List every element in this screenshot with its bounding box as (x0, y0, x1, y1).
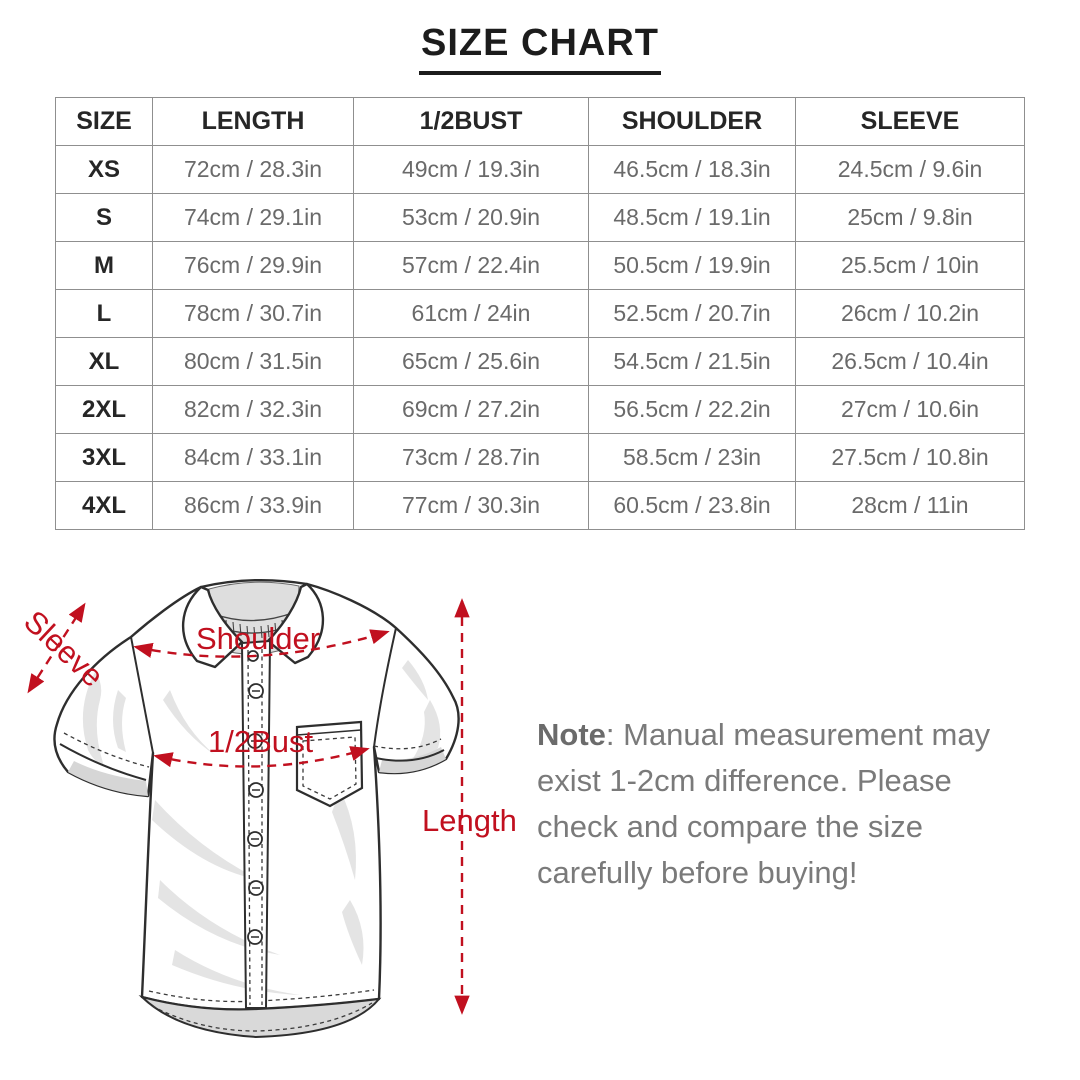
size-cell: S (56, 194, 153, 242)
length-cell: 76cm / 29.9in (153, 242, 354, 290)
size-cell: M (56, 242, 153, 290)
bust-cell: 57cm / 22.4in (354, 242, 589, 290)
page-title: SIZE CHART (419, 22, 661, 75)
shoulder-cell: 48.5cm / 19.1in (589, 194, 796, 242)
size-cell: 4XL (56, 482, 153, 530)
length-cell: 72cm / 28.3in (153, 146, 354, 194)
table-row (56, 338, 1025, 386)
length-cell: 78cm / 30.7in (153, 290, 354, 338)
length-label: Length (422, 803, 517, 838)
size-cell: XS (56, 146, 153, 194)
length-cell: 80cm / 31.5in (153, 338, 354, 386)
shoulder-cell: 50.5cm / 19.9in (589, 242, 796, 290)
header-bust: 1/2BUST (354, 98, 589, 146)
note-body: : Manual measurement may exist 1-2cm difference. Please check and compare the size carefully before buying! (537, 717, 991, 890)
bust-cell: 69cm / 27.2in (354, 386, 589, 434)
table-row (56, 290, 1025, 338)
shoulder-label: Shoulder (196, 621, 321, 656)
header-size: SIZE (56, 98, 153, 146)
bust-cell: 49cm / 19.3in (354, 146, 589, 194)
length-cell: 82cm / 32.3in (153, 386, 354, 434)
table-row (56, 194, 1025, 242)
shoulder-cell: 52.5cm / 20.7in (589, 290, 796, 338)
bust-cell: 53cm / 20.9in (354, 194, 589, 242)
shoulder-cell: 58.5cm / 23in (589, 434, 796, 482)
size-cell: 2XL (56, 386, 153, 434)
shirt-placket (242, 641, 270, 1008)
table-row (56, 146, 1025, 194)
table-header-row (56, 98, 1025, 146)
header-sleeve: SLEEVE (796, 98, 1025, 146)
sleeve-cell: 24.5cm / 9.6in (796, 146, 1025, 194)
sleeve-cell: 28cm / 11in (796, 482, 1025, 530)
sleeve-cell: 26cm / 10.2in (796, 290, 1025, 338)
bust-cell: 77cm / 30.3in (354, 482, 589, 530)
shoulder-cell: 56.5cm / 22.2in (589, 386, 796, 434)
sleeve-cell: 27.5cm / 10.8in (796, 434, 1025, 482)
length-cell: 84cm / 33.1in (153, 434, 354, 482)
size-table (55, 97, 1025, 530)
sleeve-cell: 25cm / 9.8in (796, 194, 1025, 242)
length-cell: 74cm / 29.1in (153, 194, 354, 242)
bust-cell: 65cm / 25.6in (354, 338, 589, 386)
table-row (56, 482, 1025, 530)
shoulder-cell: 54.5cm / 21.5in (589, 338, 796, 386)
length-cell: 86cm / 33.9in (153, 482, 354, 530)
bust-cell: 61cm / 24in (354, 290, 589, 338)
title-wrap (0, 22, 1080, 75)
sleeve-cell: 26.5cm / 10.4in (796, 338, 1025, 386)
sleeve-cell: 25.5cm / 10in (796, 242, 1025, 290)
header-shoulder: SHOULDER (589, 98, 796, 146)
size-cell: 3XL (56, 434, 153, 482)
bust-cell: 73cm / 28.7in (354, 434, 589, 482)
size-cell: L (56, 290, 153, 338)
shirt-illustration (0, 568, 520, 1050)
table-row (56, 434, 1025, 482)
table-row (56, 386, 1025, 434)
sleeve-label: Sleeve (17, 603, 111, 694)
table-row (56, 242, 1025, 290)
header-length: LENGTH (153, 98, 354, 146)
shoulder-cell: 60.5cm / 23.8in (589, 482, 796, 530)
note-text (537, 712, 1015, 896)
note-label: Note (537, 717, 606, 752)
sleeve-cell: 27cm / 10.6in (796, 386, 1025, 434)
shoulder-cell: 46.5cm / 18.3in (589, 146, 796, 194)
size-cell: XL (56, 338, 153, 386)
bust-label: 1/2Bust (208, 724, 314, 759)
